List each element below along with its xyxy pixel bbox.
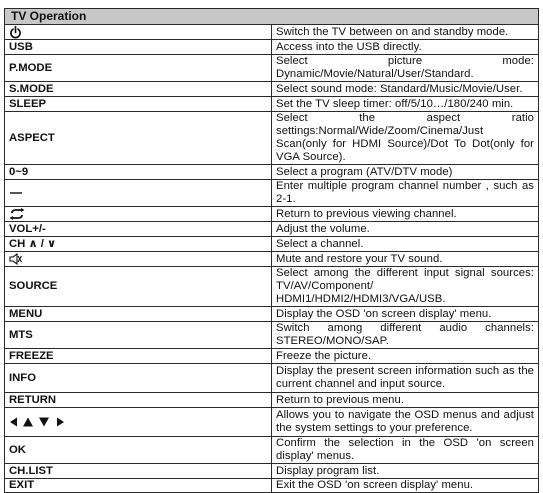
table-row xyxy=(5,307,539,322)
description-cell: Confirm the selection in the OSD 'on screen display' menus. xyxy=(272,437,539,464)
description-cell: Return to previous menu. xyxy=(272,393,539,408)
key-cell: CH.LIST xyxy=(5,464,272,479)
table-title: TV Operation xyxy=(5,9,539,25)
description-cell: Access into the USB directly. xyxy=(272,40,539,55)
key-cell: ASPECT xyxy=(5,112,272,165)
key-cell: INFO xyxy=(5,364,272,393)
table-row xyxy=(5,207,539,222)
tv-operation-table xyxy=(4,8,539,493)
key-cell: P.MODE xyxy=(5,55,272,82)
description-cell: Select picture mode: Dynamic/Movie/Natural/User/Standard. xyxy=(272,55,539,82)
key-cell: MTS xyxy=(5,322,272,349)
description-cell: Freeze the picture. xyxy=(272,349,539,364)
table-row xyxy=(5,25,539,40)
key-cell: USB xyxy=(5,40,272,55)
description-cell: Enter multiple program channel number , such as 2-1. xyxy=(272,180,539,207)
key-cell: S.MODE xyxy=(5,82,272,97)
table-row xyxy=(5,180,539,207)
key-cell xyxy=(5,252,272,267)
key-cell: OK xyxy=(5,437,272,464)
description-cell: Set the TV sleep timer: off/5/10…/180/240 min. xyxy=(272,97,539,112)
key-cell xyxy=(5,25,272,40)
table-row xyxy=(5,322,539,349)
table-row xyxy=(5,408,539,437)
table-row xyxy=(5,112,539,165)
table-row xyxy=(5,464,539,479)
description-cell: Select a program (ATV/DTV mode) xyxy=(272,165,539,180)
table-row xyxy=(5,222,539,237)
key-cell: 0~9 xyxy=(5,165,272,180)
power-icon xyxy=(9,26,267,39)
description-cell: Display program list. xyxy=(272,464,539,479)
key-cell: SLEEP xyxy=(5,97,272,112)
key-cell: RETURN xyxy=(5,393,272,408)
key-cell xyxy=(5,207,272,222)
table-row xyxy=(5,55,539,82)
description-cell: Exit the OSD 'on screen display' menu. xyxy=(272,479,539,493)
mute-icon xyxy=(9,253,267,265)
key-cell: CH ∧ / ∨ xyxy=(5,237,272,252)
table-row xyxy=(5,479,539,493)
description-cell: Display the present screen information such as the current channel and input source. xyxy=(272,364,539,393)
description-cell: Mute and restore your TV sound. xyxy=(272,252,539,267)
table-row xyxy=(5,97,539,112)
table-row xyxy=(5,267,539,307)
table-row xyxy=(5,349,539,364)
dash-icon xyxy=(9,190,267,196)
table-row xyxy=(5,237,539,252)
description-cell: Select a channel. xyxy=(272,237,539,252)
key-cell: EXIT xyxy=(5,479,272,493)
description-cell: Select among the different input signal sources: TV/AV/Component/ HDMI1/HDMI2/HDMI3/VGA/USB. xyxy=(272,267,539,307)
table-row xyxy=(5,165,539,180)
table-row xyxy=(5,437,539,464)
key-cell: FREEZE xyxy=(5,349,272,364)
table-row xyxy=(5,40,539,55)
table-row xyxy=(5,82,539,97)
description-cell: Adjust the volume. xyxy=(272,222,539,237)
table-row xyxy=(5,364,539,393)
key-cell xyxy=(5,408,272,437)
table-row xyxy=(5,252,539,267)
key-cell: VOL+/- xyxy=(5,222,272,237)
description-cell: Display the OSD 'on screen display' menu. xyxy=(272,307,539,322)
description-cell: Allows you to navigate the OSD menus and adjust the system settings to your preference. xyxy=(272,408,539,437)
description-cell: Switch among different audio channels: STEREO/MONO/SAP. xyxy=(272,322,539,349)
description-cell: Select sound mode: Standard/Music/Movie/User. xyxy=(272,82,539,97)
description-cell: Return to previous viewing channel. xyxy=(272,207,539,222)
table-row xyxy=(5,393,539,408)
return-arrow-icon xyxy=(9,208,267,220)
direction-arrows-icon xyxy=(9,417,267,427)
key-cell: MENU xyxy=(5,307,272,322)
description-cell: Select the aspect ratio settings:Normal/Wide/Zoom/Cinema/Just Scan(only for HDMI Source)/Dot To Dot(only for VGA Source). xyxy=(272,112,539,165)
key-cell: SOURCE xyxy=(5,267,272,307)
key-cell xyxy=(5,180,272,207)
table-header-row xyxy=(5,9,539,25)
description-cell: Switch the TV between on and standby mode. xyxy=(272,25,539,40)
